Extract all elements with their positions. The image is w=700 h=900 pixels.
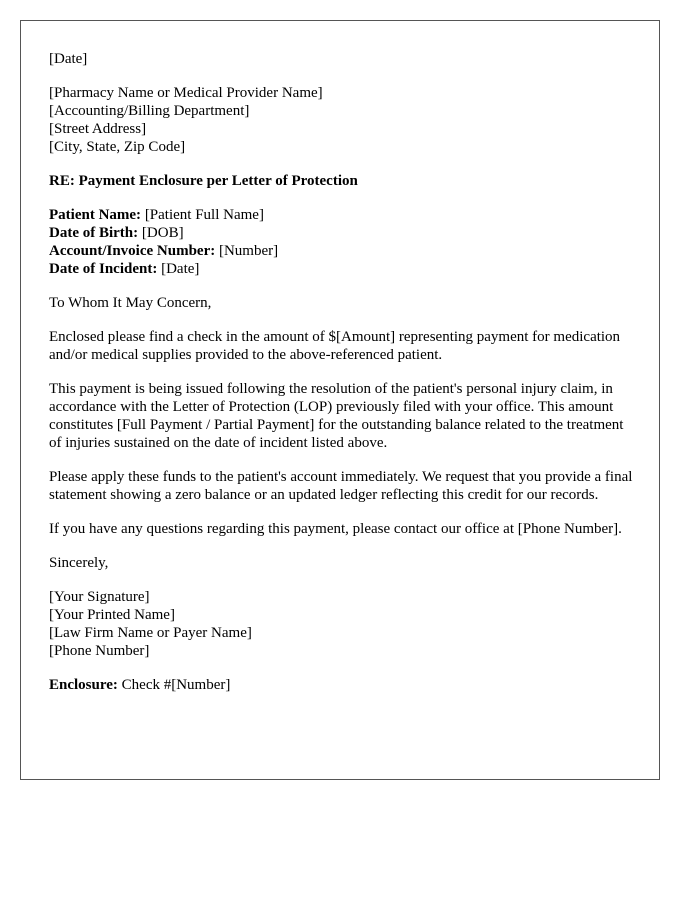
enclosure-label: Enclosure: <box>49 677 118 693</box>
printed-name: [Your Printed Name] <box>49 607 175 623</box>
date-text: [Date] <box>49 51 88 67</box>
subject-line <box>49 172 633 190</box>
incident-value: [Date] <box>157 261 200 277</box>
letter-page <box>20 20 660 780</box>
dob-row <box>49 224 633 242</box>
recipient-street: [Street Address] <box>49 121 147 137</box>
account-value: [Number] <box>215 243 279 259</box>
account-label: Account/Invoice Number: <box>49 243 216 259</box>
letter-body <box>49 50 633 710</box>
letter-date <box>49 50 633 68</box>
recipient-address <box>49 84 633 156</box>
account-row <box>49 242 633 260</box>
paragraph-apply-funds: Please apply these funds to the patient's account immediately. We request that you provide a final statement showing a zero balance or an updated ledger reflecting this credit for our records. <box>49 469 633 503</box>
recipient-city: [City, State, Zip Code] <box>49 139 186 155</box>
signature-placeholder: [Your Signature] <box>49 589 150 605</box>
signature-block <box>49 588 633 660</box>
enclosure-line <box>49 676 633 694</box>
firm-name: [Law Firm Name or Payer Name] <box>49 625 252 641</box>
incident-row <box>49 260 633 278</box>
salutation: To Whom It May Concern, <box>49 295 212 311</box>
recipient-name: [Pharmacy Name or Medical Provider Name] <box>49 85 323 101</box>
closing: Sincerely, <box>49 555 109 571</box>
patient-name-label: Patient Name: <box>49 207 142 223</box>
subject-text: RE: Payment Enclosure per Letter of Protection <box>49 173 358 189</box>
phone-number: [Phone Number] <box>49 643 150 659</box>
paragraph-contact: If you have any questions regarding this payment, please contact our office at [Phone Number]. <box>49 521 622 537</box>
patient-details <box>49 206 633 278</box>
patient-name-row <box>49 206 633 224</box>
dob-label: Date of Birth: <box>49 225 139 241</box>
dob-value: [DOB] <box>138 225 184 241</box>
patient-name-value: [Patient Full Name] <box>141 207 264 223</box>
paragraph-enclosure: Enclosed please find a check in the amount of $[Amount] representing payment for medication and/or medical supplies provided to the above-referenced patient. <box>49 329 621 363</box>
paragraph-resolution: This payment is being issued following the resolution of the patient's personal injury claim, in accordance with the Letter of Protection (LOP) previously filed with your office. This amount constitutes [Full Payment / Partial Payment] for the outstanding balance related to the treatment of injuries sustained on the date of incident listed above. <box>49 381 624 451</box>
recipient-department: [Accounting/Billing Department] <box>49 103 250 119</box>
incident-label: Date of Incident: <box>49 261 158 277</box>
enclosure-value: Check #[Number] <box>117 677 231 693</box>
